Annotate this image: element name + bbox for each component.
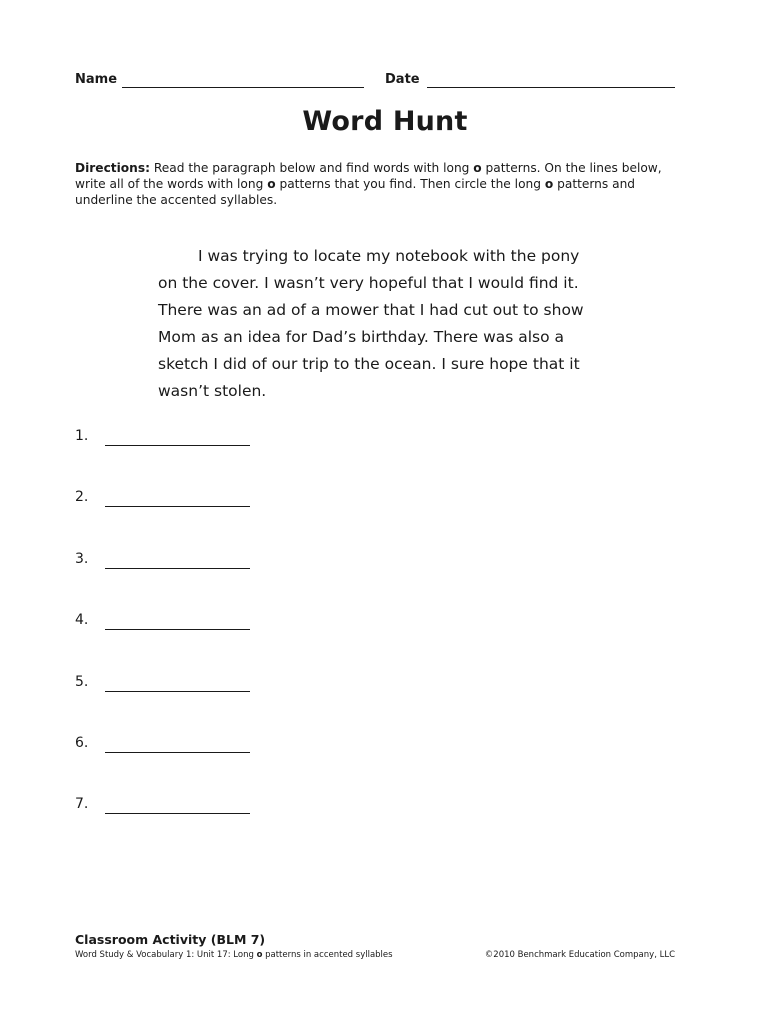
- answer-item: [75, 612, 275, 673]
- directions: [75, 160, 675, 208]
- answer-number: 6.: [75, 734, 89, 751]
- answer-number: 4.: [75, 612, 89, 629]
- answer-line[interactable]: [105, 568, 250, 569]
- answer-item: [75, 428, 275, 489]
- answer-item: [75, 674, 275, 735]
- answer-line[interactable]: [105, 445, 250, 446]
- answer-number: 1.: [75, 428, 89, 444]
- footer-subtitle: [75, 950, 393, 960]
- directions-bold-o-2: o: [267, 177, 276, 191]
- answer-line[interactable]: [105, 752, 250, 753]
- header-row: [75, 72, 675, 92]
- footer-title: Classroom Activity (BLM 7): [75, 932, 266, 947]
- answer-number: 7.: [75, 796, 89, 813]
- answer-list: [75, 428, 275, 858]
- answer-number: 5.: [75, 673, 89, 690]
- name-label: Name: [75, 72, 118, 87]
- footer-copyright: ©2010 Benchmark Education Company, LLC: [484, 950, 675, 960]
- directions-text-3: patterns that you find. Then circle the long: [275, 177, 545, 191]
- reading-paragraph: I was trying to locate my notebook with the pony on the cover. I wasn’t very hopeful that I would find it. There was an ad of a mower that I had cut out to show Mom as an idea for Dad’s birthday. There was also a sketch I did of our trip to the ocean. I sure hope that it wasn’t stolen.: [158, 247, 584, 400]
- answer-line[interactable]: [105, 506, 250, 507]
- answer-line[interactable]: [105, 813, 250, 814]
- date-line[interactable]: [427, 87, 675, 88]
- directions-text-4: patterns and underline the accented syllables.: [75, 177, 636, 207]
- directions-bold-o-3: o: [544, 177, 554, 191]
- answer-item: [75, 735, 275, 796]
- answer-item: [75, 489, 275, 550]
- directions-text-1: Read the paragraph below and find words with long: [149, 161, 474, 175]
- answer-number: 3.: [75, 550, 89, 567]
- page-title: Word Hunt: [302, 106, 468, 137]
- directions-bold-o-1: o: [473, 161, 482, 175]
- answer-line[interactable]: [105, 629, 250, 630]
- name-line[interactable]: [122, 87, 364, 88]
- answer-item: [75, 551, 275, 612]
- answer-number: 2.: [75, 489, 89, 506]
- footer-sub-text-1: Word Study & Vocabulary 1: Unit 17: Long: [75, 950, 257, 960]
- answer-line[interactable]: [105, 691, 250, 692]
- directions-label: Directions:: [75, 161, 150, 175]
- answer-item: [75, 796, 275, 857]
- date-label: Date: [385, 72, 420, 87]
- directions-text-2: patterns. On the lines below, write all of the words with long: [75, 161, 662, 191]
- footer-sub-text-2: patterns in accented syllables: [262, 950, 393, 960]
- footer-sub-bold-o: o: [256, 950, 263, 960]
